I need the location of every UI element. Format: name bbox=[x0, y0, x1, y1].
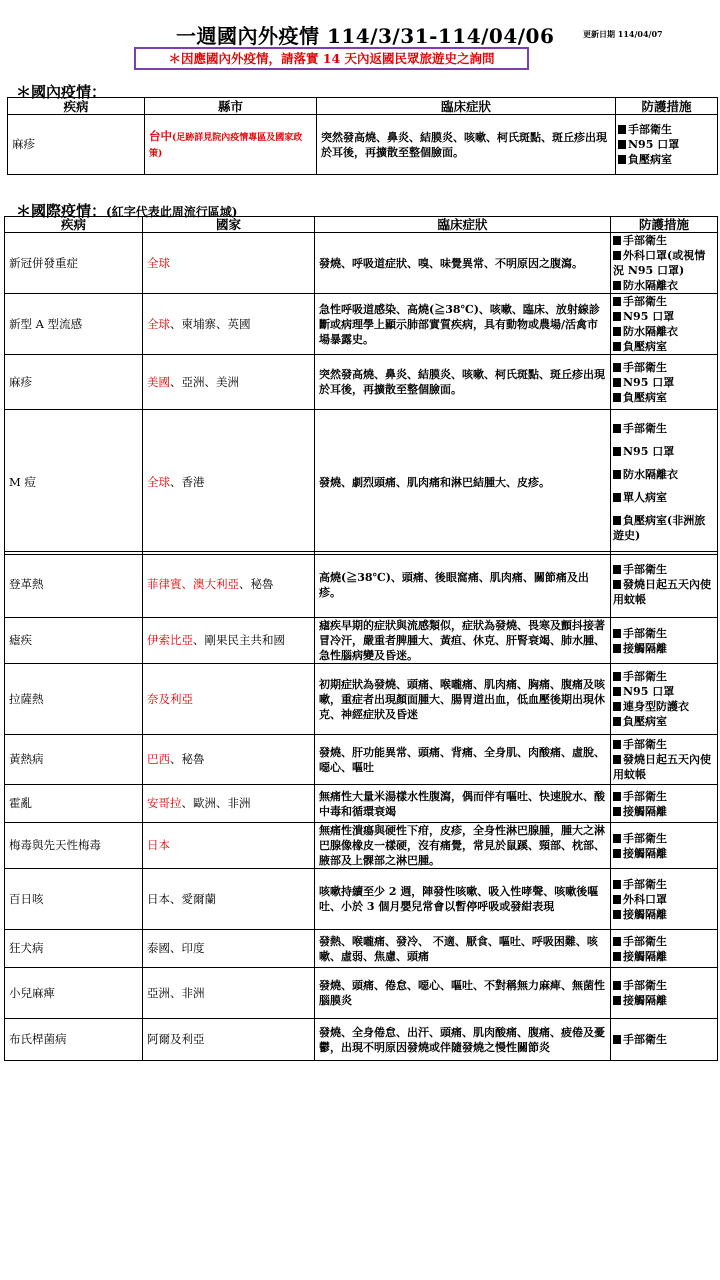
header-disease: 疾病 bbox=[8, 98, 145, 115]
epidemic-country: 日本 bbox=[147, 838, 170, 852]
country-cell bbox=[143, 823, 315, 869]
disease-cell: 狂犬病 bbox=[5, 930, 143, 968]
disease-cell: 霍亂 bbox=[5, 785, 143, 823]
protection-cell bbox=[611, 294, 718, 355]
other-country: 亞洲、非洲 bbox=[147, 985, 205, 1000]
protection-item: 手部衛生 bbox=[613, 669, 715, 684]
symptoms-cell: 初期症狀為發燒、頭痛、喉嚨痛、肌肉痛、胸痛、腹痛及咳嗽，重症者出現顏面腫大、腸胃道出血，低血壓後期出現休克、神經症狀及昏迷 bbox=[315, 664, 611, 735]
protection-item: 防水隔離衣 bbox=[613, 467, 715, 482]
table-row bbox=[5, 930, 718, 968]
domestic-table bbox=[7, 97, 718, 175]
protection-cell bbox=[611, 823, 718, 869]
protection-item: N95 口罩 bbox=[613, 684, 715, 699]
other-country: 、亞洲、美洲 bbox=[170, 374, 239, 389]
epidemic-country: 美國 bbox=[147, 374, 170, 389]
protection-item: 手部衛生 bbox=[613, 737, 715, 752]
disease-cell: 麻疹 bbox=[8, 115, 145, 175]
protection-item: 手部衛生 bbox=[613, 789, 715, 804]
country-cell bbox=[143, 233, 315, 294]
symptoms-cell: 發熱、喉嚨痛、發冷、 不適、厭食、嘔吐、呼吸困難、咳嗽、虛弱、焦慮、頭痛 bbox=[315, 930, 611, 968]
protection-item: N95 口罩 bbox=[613, 375, 715, 390]
city-note: (足跡詳見院內疫情專區及國家政策) bbox=[149, 132, 303, 159]
country-cell bbox=[143, 735, 315, 785]
symptoms-cell: 無痛性潰瘍與硬性下疳，皮疹，全身性淋巴腺腫，腫大之淋巴腺像橡皮一樣硬，沒有痛覺，常見於鼠蹊、頸部、枕部、腋部及上髁部之淋巴腫。 bbox=[315, 823, 611, 869]
notice-banner: ＊因應國內外疫情，請落實 14 天內返國民眾旅遊史之詢問 bbox=[134, 47, 529, 70]
country-cell bbox=[143, 410, 315, 555]
update-date: 更新日期 114/04/07 bbox=[583, 29, 663, 39]
protection-item: 防水隔離衣 bbox=[613, 278, 715, 293]
header-symptoms: 臨床症狀 bbox=[315, 217, 611, 233]
table-row bbox=[5, 735, 718, 785]
table-row bbox=[5, 869, 718, 930]
table-row bbox=[5, 233, 718, 294]
protection-cell bbox=[611, 869, 718, 930]
protection-item: 手部衛生 bbox=[613, 1032, 715, 1047]
city-name: 台中 bbox=[149, 128, 172, 143]
international-table-continued bbox=[4, 551, 718, 1061]
country-cell bbox=[143, 785, 315, 823]
country-cell bbox=[143, 930, 315, 968]
protection-item: 負壓病室(非洲旅遊史) bbox=[613, 514, 706, 542]
table-row bbox=[5, 355, 718, 410]
protection-cell bbox=[611, 355, 718, 410]
protection-item: 連身型防護衣 bbox=[613, 699, 715, 714]
header-protection: 防護措施 bbox=[616, 98, 718, 115]
protection-item: 接觸隔離 bbox=[613, 641, 715, 656]
disease-cell: 拉薩熱 bbox=[5, 664, 143, 735]
disease-cell: 百日咳 bbox=[5, 869, 143, 930]
city-cell bbox=[145, 115, 317, 175]
other-country: 泰國、印度 bbox=[147, 941, 205, 955]
country-cell bbox=[143, 618, 315, 664]
country-cell bbox=[143, 664, 315, 735]
disease-cell: 登革熱 bbox=[5, 552, 143, 618]
protection-item: 單人病室 bbox=[613, 490, 715, 505]
protection-item: 手部衛生 bbox=[613, 421, 715, 436]
protection-item: 發燒日起五天內使用蚊帳 bbox=[613, 753, 711, 781]
country-cell bbox=[143, 552, 315, 618]
disease-cell: 黃熱病 bbox=[5, 735, 143, 785]
protection-item: 負壓病室 bbox=[618, 152, 715, 167]
symptoms-cell: 發燒、肝功能異常、頭痛、背痛、全身肌、肉酸痛、虛脫、噁心、嘔吐 bbox=[315, 735, 611, 785]
protection-item: 接觸隔離 bbox=[613, 993, 715, 1008]
disease-cell: 小兒麻痺 bbox=[5, 968, 143, 1019]
header-country: 國家 bbox=[143, 217, 315, 233]
protection-item: N95 口罩 bbox=[613, 309, 715, 324]
protection-item: 外科口罩(或視情況 N95 口罩) bbox=[613, 249, 706, 277]
symptoms-cell: 發燒、頭痛、倦怠、噁心、嘔吐、不對稱無力麻痺、無菌性腦膜炎 bbox=[315, 968, 611, 1019]
protection-cell bbox=[611, 1019, 718, 1061]
protection-item: N95 口罩 bbox=[613, 444, 715, 459]
table-row bbox=[5, 552, 718, 618]
other-country: 、香港 bbox=[170, 474, 205, 489]
protection-item: 負壓病室 bbox=[613, 390, 715, 405]
protection-cell bbox=[611, 552, 718, 618]
table-row bbox=[5, 294, 718, 355]
protection-item: 手部衛生 bbox=[613, 562, 715, 577]
disease-cell: 布氏桿菌病 bbox=[5, 1019, 143, 1061]
other-country: 、秘魯 bbox=[170, 752, 205, 766]
symptoms-cell: 突然發高燒、鼻炎、結膜炎、咳嗽、柯氏斑點、斑丘疹出現於耳後，再擴散至整個臉面。 bbox=[315, 355, 611, 410]
protection-item: 接觸隔離 bbox=[613, 949, 715, 964]
protection-cell bbox=[616, 115, 718, 175]
epidemic-country: 安哥拉 bbox=[147, 796, 182, 810]
symptoms-cell: 發燒、呼吸道症狀、嗅、味覺異常、不明原因之腹瀉。 bbox=[315, 233, 611, 294]
protection-cell bbox=[611, 785, 718, 823]
epidemic-country: 全球 bbox=[147, 255, 170, 270]
table-row bbox=[8, 115, 718, 175]
protection-item: 手部衛生 bbox=[613, 233, 715, 248]
protection-item: 外科口罩 bbox=[613, 892, 715, 907]
symptoms-cell: 瘧疾早期的症狀與流感類似，症狀為發燒、畏寒及顫抖接著冒冷汗，嚴重者脾腫大、黃疸、休克、肝腎衰竭、肺水腫、急性腦病變及昏迷。 bbox=[315, 618, 611, 664]
country-cell bbox=[143, 294, 315, 355]
symptoms-cell: 突然發高燒、鼻炎、結膜炎、咳嗽、柯氏斑點、斑丘疹出現於耳後，再擴散至整個臉面。 bbox=[317, 115, 616, 175]
other-country: 阿爾及利亞 bbox=[147, 1032, 205, 1046]
protection-item: 手部衛生 bbox=[613, 294, 715, 309]
protection-item: 手部衛生 bbox=[613, 360, 715, 375]
symptoms-cell: 高燒(≧38℃)、頭痛、後眼窩痛、肌肉痛、關節痛及出疹。 bbox=[315, 552, 611, 618]
protection-cell bbox=[611, 664, 718, 735]
table-row bbox=[5, 823, 718, 869]
symptoms-cell: 咳嗽持續至少 2 週，陣發性咳嗽、吸入性哮聲、咳嗽後嘔吐、小於 3 個月嬰兒常會以暫停呼吸或發紺表現 bbox=[315, 869, 611, 930]
protection-cell bbox=[611, 233, 718, 294]
page-title: 一週國內外疫情 114/3/31-114/04/06 bbox=[176, 24, 555, 48]
protection-item: 手部衛生 bbox=[618, 122, 715, 137]
disease-cell: 麻疹 bbox=[5, 355, 143, 410]
header-protection: 防護措施 bbox=[611, 217, 718, 233]
epidemic-country: 伊索比亞 bbox=[147, 633, 193, 647]
symptoms-cell: 無痛性大量米湯樣水性腹瀉，偶而伴有嘔吐、快速脫水、酸中毒和循環衰竭 bbox=[315, 785, 611, 823]
protection-cell bbox=[611, 735, 718, 785]
symptoms-cell: 急性呼吸道感染、高燒(≧38℃)、咳嗽、臨床、放射線診斷或病理學上顯示肺部實質疾病，具有動物或農場/活禽市場暴露史。 bbox=[315, 294, 611, 355]
protection-item: 手部衛生 bbox=[613, 978, 715, 993]
protection-item: 手部衛生 bbox=[613, 626, 715, 641]
table-row bbox=[5, 410, 718, 555]
header-disease: 疾病 bbox=[5, 217, 143, 233]
other-country: 、秘魯 bbox=[239, 577, 274, 591]
other-country: 、剛果民主共和國 bbox=[193, 633, 285, 647]
symptoms-cell: 發燒、劇烈頭痛、肌肉痛和淋巴結腫大、皮疹。 bbox=[315, 410, 611, 555]
protection-cell bbox=[611, 618, 718, 664]
table-row bbox=[5, 968, 718, 1019]
section-note: (紅字代表此周流行區域) bbox=[106, 205, 238, 219]
header-city: 縣市 bbox=[145, 98, 317, 115]
disease-cell: M 痘 bbox=[5, 410, 143, 555]
other-country: 、柬埔寨、英國 bbox=[170, 316, 251, 331]
protection-item: 手部衛生 bbox=[613, 877, 715, 892]
disease-cell: 瘧疾 bbox=[5, 618, 143, 664]
symptoms-cell: 發燒、全身倦怠、出汗、頭痛、肌肉酸痛、腹痛、疲倦及憂鬱，出現不明原因發燒或伴隨發燒之慢性關節炎 bbox=[315, 1019, 611, 1061]
protection-cell bbox=[611, 968, 718, 1019]
protection-item: 接觸隔離 bbox=[613, 907, 715, 922]
international-table bbox=[4, 216, 718, 555]
protection-item: N95 口罩 bbox=[618, 137, 715, 152]
country-cell bbox=[143, 355, 315, 410]
country-cell bbox=[143, 1019, 315, 1061]
epidemic-country: 菲律賓、澳大利亞 bbox=[147, 577, 239, 591]
protection-item: 接觸隔離 bbox=[613, 804, 715, 819]
table-row bbox=[5, 785, 718, 823]
protection-item: 負壓病室 bbox=[613, 714, 715, 729]
other-country: 日本、愛爾蘭 bbox=[147, 891, 216, 906]
disease-cell: 新冠併發重症 bbox=[5, 233, 143, 294]
header-symptoms: 臨床症狀 bbox=[317, 98, 616, 115]
protection-item: 接觸隔離 bbox=[613, 846, 715, 861]
international-section-title: ＊國際疫情：(紅字代表此周流行區域) bbox=[16, 202, 238, 220]
protection-item: 手部衛生 bbox=[613, 934, 715, 949]
epidemic-country: 全球 bbox=[147, 316, 170, 331]
protection-item: 負壓病室 bbox=[613, 339, 715, 354]
protection-cell bbox=[611, 410, 718, 555]
domestic-section-title: ＊國內疫情： bbox=[16, 83, 107, 101]
protection-cell bbox=[611, 930, 718, 968]
country-cell bbox=[143, 968, 315, 1019]
disease-cell: 新型 A 型流感 bbox=[5, 294, 143, 355]
table-row bbox=[5, 618, 718, 664]
disease-cell: 梅毒與先天性梅毒 bbox=[5, 823, 143, 869]
other-country: 、歐洲、非洲 bbox=[181, 796, 251, 810]
protection-item: 防水隔離衣 bbox=[613, 324, 715, 339]
table-row bbox=[5, 1019, 718, 1061]
country-cell bbox=[143, 869, 315, 930]
epidemic-country: 巴西 bbox=[147, 752, 170, 766]
protection-item: 手部衛生 bbox=[613, 831, 715, 846]
protection-item: 發燒日起五天內使用蚊帳 bbox=[613, 578, 711, 606]
epidemic-country: 奈及利亞 bbox=[147, 691, 193, 706]
table-row bbox=[5, 664, 718, 735]
epidemic-country: 全球 bbox=[147, 474, 170, 489]
